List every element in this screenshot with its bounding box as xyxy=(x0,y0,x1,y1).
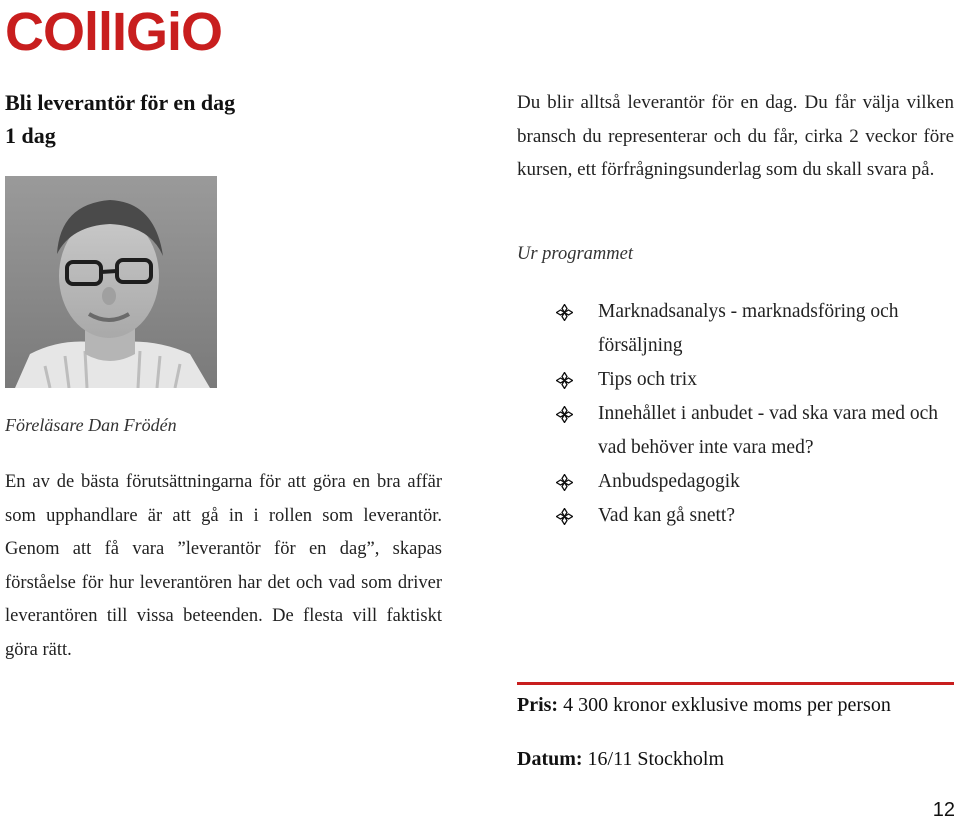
course-duration: 1 dag xyxy=(5,123,56,148)
course-title-block xyxy=(5,86,235,152)
price-value: 4 300 kronor exklusive moms per person xyxy=(563,694,891,716)
price-line xyxy=(517,690,891,720)
program-item xyxy=(556,465,956,499)
lecturer-caption: Föreläsare Dan Frödén xyxy=(5,415,177,435)
program-item xyxy=(556,295,956,363)
portrait-photo xyxy=(5,176,217,388)
program-item xyxy=(556,499,956,533)
diamond-bullet-icon xyxy=(556,406,573,423)
program-item-text: Marknadsanalys - marknadsföring och försäljning xyxy=(598,301,899,356)
date-line xyxy=(517,744,724,774)
course-title: Bli leverantör för en dag xyxy=(5,90,236,115)
page-number: 12 xyxy=(932,799,955,821)
price-label: Pris: xyxy=(517,694,559,716)
program-item-text: Tips och trix xyxy=(598,369,697,390)
lecturer-photo xyxy=(5,176,217,388)
program-item-text: Vad kan gå snett? xyxy=(598,505,735,526)
diamond-bullet-icon xyxy=(556,372,573,389)
program-item xyxy=(556,363,956,397)
program-item xyxy=(556,397,956,465)
diamond-bullet-icon xyxy=(556,508,573,525)
course-description: En av de bästa förutsättningarna för att göra en bra affär som upphandlare är att gå in i rollen som leverantör. Genom att få vara ”leverantör för en dag”, skapas förståelse för hur leverantören har det och vad som driver leverantören till vissa beteenden. De flesta vill faktiskt göra rätt. xyxy=(5,472,442,660)
price-divider xyxy=(517,682,954,685)
date-value: 16/11 Stockholm xyxy=(587,748,725,770)
program-item-text: Innehållet i anbudet - vad ska vara med och vad behöver inte vara med? xyxy=(598,403,939,458)
diamond-bullet-icon xyxy=(556,474,573,491)
program-list xyxy=(556,295,956,533)
colligio-logo: COllIGiO xyxy=(5,2,223,62)
diamond-bullet-icon xyxy=(556,304,573,321)
program-heading: Ur programmet xyxy=(517,244,633,264)
course-intro: Du blir alltså leverantör för en dag. Du får välja vilken bransch du representerar och du får, cirka 2 veckor före kursen, ett förfrågningsunderlag som du skall svara på. xyxy=(517,92,954,180)
date-label: Datum: xyxy=(517,748,583,770)
program-item-text: Anbudspedagogik xyxy=(598,471,740,492)
